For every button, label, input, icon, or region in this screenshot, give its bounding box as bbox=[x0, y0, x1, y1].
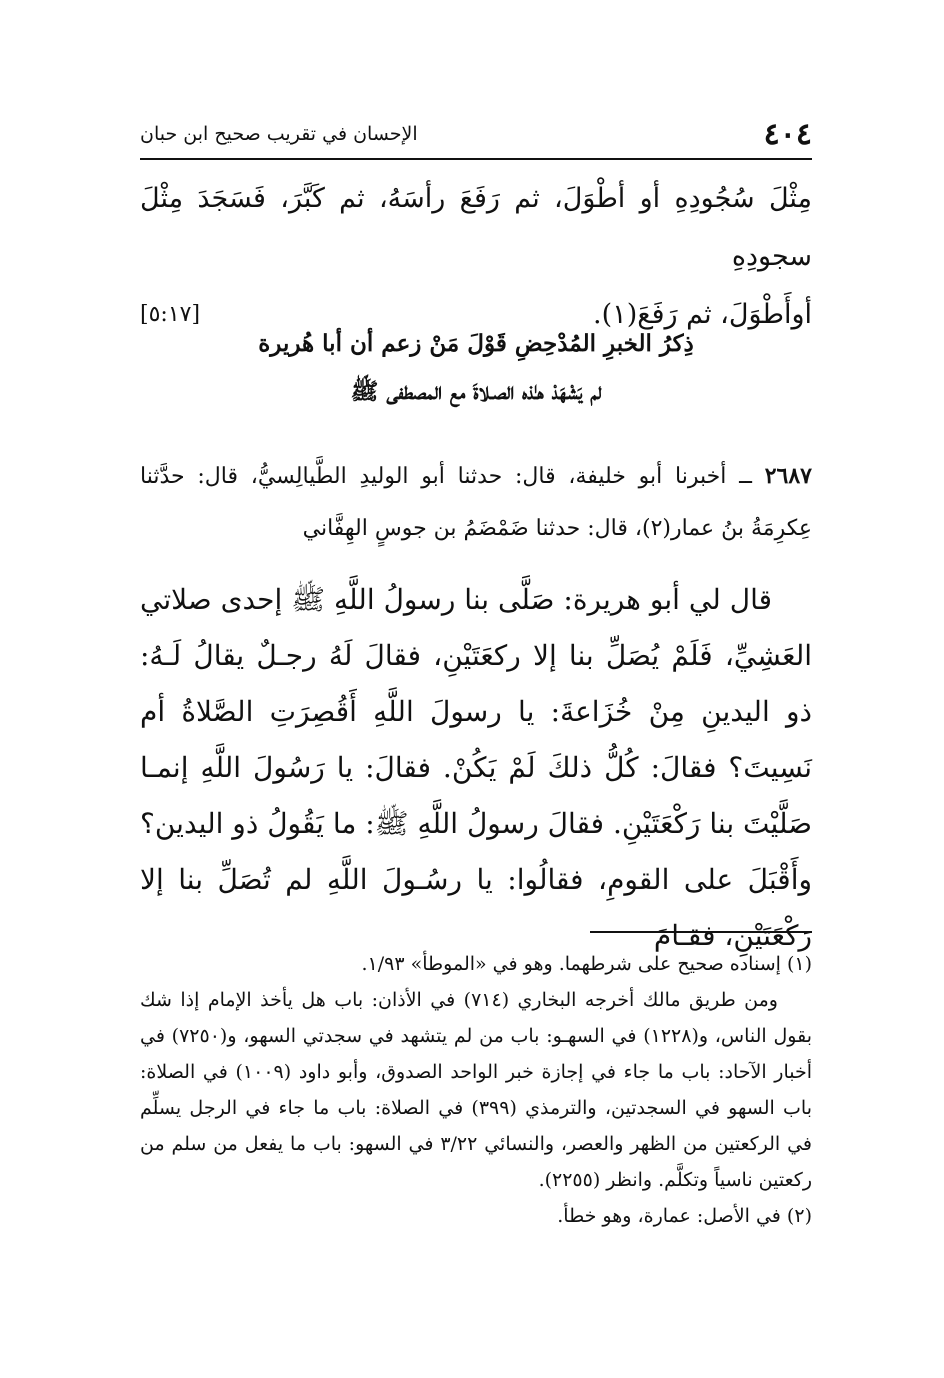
heading-line-2: لم يَشْهَدْ هـٰذه الصـلاةَ مع المصطفى ﷺ bbox=[350, 378, 602, 405]
page-number: ٤٠٤ bbox=[763, 116, 812, 152]
footnote-rule bbox=[590, 931, 812, 933]
heading-line-1: ذِكرُ الخبرِ المُدْحِضِ قَوْلَ مَنْ زعم أن أبا هُريرة bbox=[258, 330, 694, 357]
hadith-number: ٢٦٨٧ bbox=[764, 463, 812, 489]
continuation-text bbox=[140, 170, 812, 344]
matn-paragraph: قال لي أبو هريرة: صَلَّى بنا رسولُ اللَّهِ ﷺ إحدى صلاتي العَشِيِّ، فَلَمْ يُصَلِّ بنا إلا ركعَتَيْنِ، فقالَ لَهُ رجـلٌ يقالُ لَـهُ: ذو اليدينِ مِنْ خُزَاعةَ: يا رسولَ اللَّهِ أَقُصِرَتِ الصَّلاةُ أم نَسِيتَ؟ فقالَ: كُلُّ ذلكَ لَمْ يَكُنْ. فقالَ: يا رَسُولَ اللَّهِ إنمـا صَلَّيْتَ بنا رَكْعَتَيْنِ. فقالَ رسولُ اللَّهِ ﷺ: ما يَقُولُ ذو اليدين؟ وأَقْبَلَ على القومِ، فقالُوا: يا رسُـولَ اللَّهِ لم تُصَلِّ بنا إلا رَكْعَتَيْنِ، فقـامَ bbox=[139, 583, 812, 952]
running-title: الإحسان في تقريب صحيح ابن حبان bbox=[140, 123, 418, 145]
footnote-1-continuation: ومن طريق مالك أخرجه البخاري (٧١٤) في الأذان: باب هل يأخذ الإمام إذا شك بقول الناس، و(١٢٢٨) في السهـو: باب من لم يتشهد في سجدتي السهو، و(٧٢٥٠) في أخبار الآحاد: باب ما جاء في إجازة خبر الواحد الصدوق، وأبو داود (١٠٠٩) في الصلاة: باب السهو في السجدتين، والترمذي (٣٩٩) في الصلاة: باب ما جاء في الرجل يسلِّم في الركعتين من الظهر والعصر، والنسائي ٣/٢٢ في السهو: باب ما يفعل من سلم من ركعتين ناسياً وتكلَّم. وانظر (٢٢٥٥). bbox=[140, 989, 812, 1191]
footnotes bbox=[140, 946, 812, 1234]
continuation-line-1: مِثْلَ سُجُودِهِ أو أطْوَلَ، ثم رَفَعَ رأسَهُ، ثم كَبَّرَ، فَسَجَدَ مِثْلَ سجودِهِ bbox=[140, 183, 812, 272]
isnad-text: ــ أخبرنا أبو خليفة، قال: حدثنا أبو الوليدِ الطَّيالِسيُّ، قال: حدَّثنا عِكرِمَةُ بنُ عمار(٢)، قال: حدثنا ضَمْضَمُ بن جوسٍ الهِفَّاني bbox=[140, 464, 812, 541]
hadith-isnad bbox=[140, 450, 812, 555]
header-rule bbox=[140, 158, 812, 160]
chapter-heading bbox=[140, 320, 812, 416]
volume-reference: [٥:١٧] bbox=[140, 302, 201, 327]
isnad-paragraph bbox=[140, 450, 812, 555]
footnote-2: (٢) في الأصل: عمارة، وهو خطأ. bbox=[557, 1205, 812, 1227]
continuation-line-2-text: أوأَطْوَلَ، ثم رَفَعَ(١). bbox=[593, 299, 812, 330]
footnote-1: (١) إسناده صحيح على شرطهما. وهو في «الموطأ» ١/٩٣. bbox=[361, 953, 812, 975]
page-header bbox=[140, 112, 812, 156]
hadith-text bbox=[140, 572, 812, 964]
